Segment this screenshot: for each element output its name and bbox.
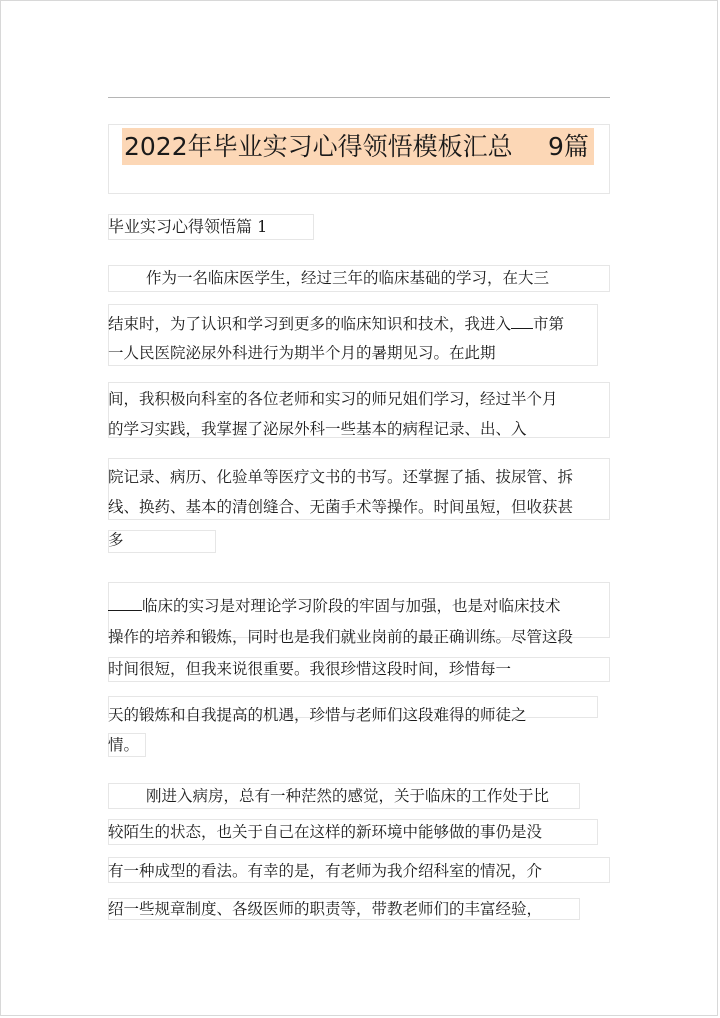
paragraph-1-line-1: 作为一名临床医学生，经过三年的临床基础的学习，在大三 — [146, 269, 550, 287]
title-count-text: 9篇 — [548, 132, 589, 161]
paragraph-2-line-1-text: 临床的实习是对理论学习阶段的牢固与加强，也是对临床技术 — [142, 597, 561, 615]
paragraph-2-line-1 — [108, 594, 561, 618]
paragraph-2-line-2: 操作的培养和锻炼，同时也是我们就业岗前的最正确训练。尽管这段 — [108, 628, 574, 646]
paragraph-1-line-6: 院记录、病历、化验单等医疗文书的书写。还掌握了插、拔尿管、拆 — [108, 468, 574, 486]
document-title — [122, 128, 594, 165]
paragraph-1-line-2-text: 结束时，为了认识和学习到更多的临床知识和技术，我进入 — [108, 315, 512, 333]
paragraph-3-line-3: 有一种成型的看法。有幸的是，有老师为我介绍科室的情况，介 — [108, 862, 543, 880]
paragraph-3-line-4: 绍一些规章制度、各级医师的职责等，带教老师们的丰富经验， — [108, 900, 543, 918]
paragraph-2-line-4: 天的锻炼和自我提高的机遇，珍惜与老师们这段难得的师徒之 — [108, 706, 527, 724]
paragraph-2-line-5: 情。 — [108, 736, 140, 754]
title-main-text: 2022年毕业实习心得领悟模板汇总 — [124, 132, 513, 161]
paragraph-1-line-2-tail: 市第 — [533, 315, 565, 333]
blank-underline — [511, 314, 533, 329]
paragraph-1-line-2 — [108, 312, 564, 336]
indent-dash — [108, 600, 142, 611]
text-frame — [108, 530, 216, 553]
paragraph-3-line-2: 较陌生的状态，也关于自己在这样的新环境中能够做的事仍是没 — [108, 823, 543, 841]
paragraph-1-line-4: 间，我积极向科室的各位老师和实习的师兄姐们学习，经过半个月 — [108, 390, 558, 408]
paragraph-1-line-5: 的学习实践，我掌握了泌尿外科一些基本的病程记录、出、入 — [108, 420, 527, 438]
paragraph-1-line-7: 线、换药、基本的清创缝合、无菌手术等操作。时间虽短，但收获甚 — [108, 498, 574, 516]
paragraph-1-line-3: 一人民医院泌尿外科进行为期半个月的暑期见习。在此期 — [108, 344, 496, 362]
paragraph-2-line-3: 时间很短，但我来说很重要。我很珍惜这段时间，珍惜每一 — [108, 660, 512, 678]
section-heading: 毕业实习心得领悟篇 1 — [108, 217, 268, 236]
paragraph-3-line-1: 刚进入病房，总有一种茫然的感觉，关于临床的工作处于比 — [146, 787, 550, 805]
header-rule — [108, 97, 610, 98]
paragraph-1-line-8: 多 — [108, 531, 124, 549]
